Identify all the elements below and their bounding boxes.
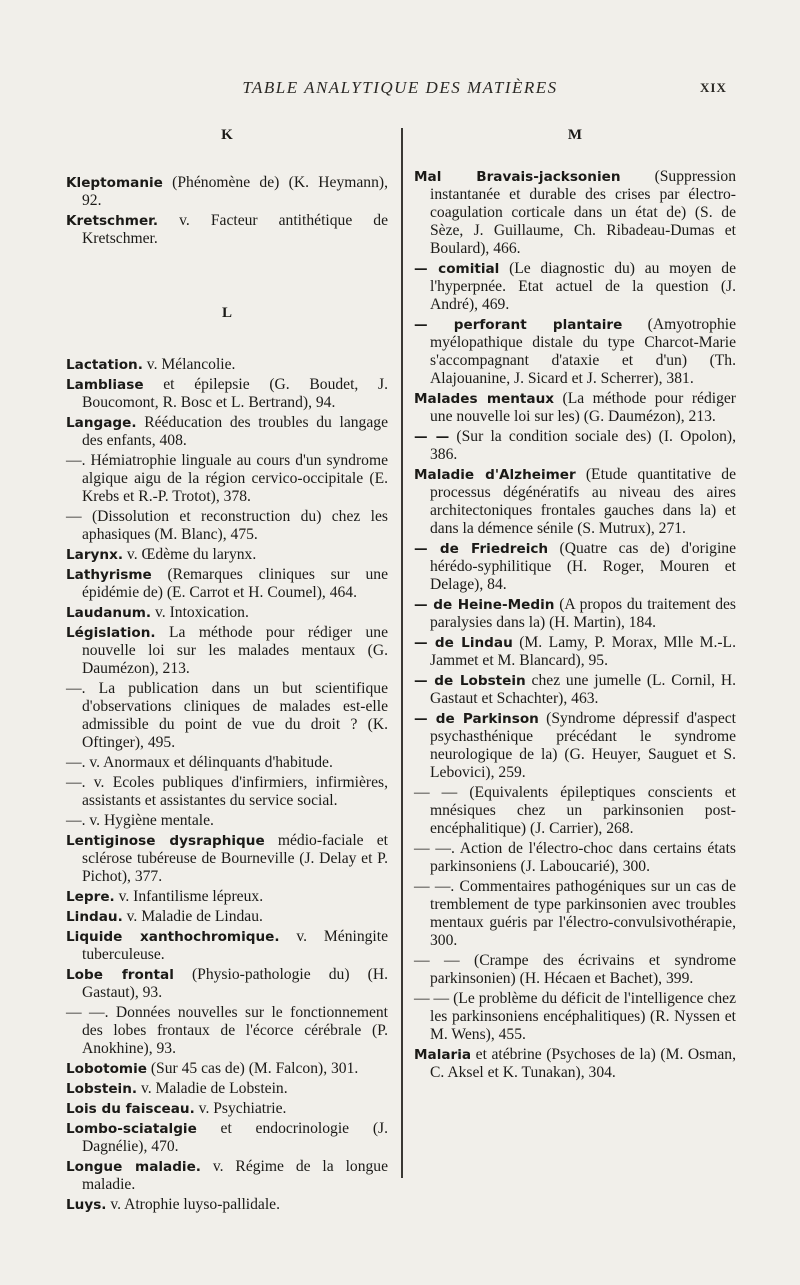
index-entry: [414, 634, 736, 670]
index-entry: [66, 1100, 388, 1118]
right-column: [414, 120, 736, 1084]
index-entry: [66, 604, 388, 622]
entry-text: (M. Lamy, P. Morax, Mlle M.-L. Jammet et M. Blancard), 95.: [430, 634, 736, 669]
column-divider: [401, 128, 403, 1178]
entry-text: — — (Le problème du déficit de l'intelligence chez les parkinsoniens encéphalitiques) (R. Nyssen et M. Wens), 455.: [414, 990, 736, 1043]
entry-heading: Liquide xanthochromique.: [66, 929, 280, 945]
index-entry: [66, 414, 388, 450]
left-column: [66, 120, 388, 1216]
entry-heading: — —: [414, 429, 450, 445]
entry-text: La méthode pour rédiger une nouvelle loi sur les malades mentaux (G. Daumézon), 213.: [82, 624, 388, 677]
index-entry: [66, 1060, 388, 1078]
entry-text: v. Œdème du larynx.: [123, 546, 257, 563]
entry-text: v. Maladie de Lindau.: [122, 908, 263, 925]
entry-text: (Sur 45 cas de) (M. Falcon), 301.: [146, 1060, 359, 1077]
index-entry: [66, 566, 388, 602]
entry-text: (Etude quantitative de processus dégénératifs au niveau des aires architectoniques frontales gauches dans la) et dans la démence sénile (S. Mutrux), 271.: [430, 466, 736, 537]
entry-heading: Luys.: [66, 1197, 107, 1213]
index-entry: [414, 840, 736, 876]
entry-text: v. Atrophie luyso-pallidale.: [106, 1196, 280, 1213]
index-entry: [414, 1046, 736, 1082]
entry-text: et épilepsie (G. Boudet, J. Boucomont, R. Bosc et L. Bertrand), 94.: [82, 376, 388, 411]
entry-text: v. Psychiatrie.: [194, 1100, 287, 1117]
index-entry: [66, 376, 388, 412]
index-entry: [66, 1080, 388, 1098]
index-entry: [414, 710, 736, 782]
entry-heading: — de Lindau: [414, 635, 513, 651]
entry-heading: Lobotomie: [66, 1061, 147, 1077]
entry-heading: Lambliase: [66, 377, 144, 393]
entry-text: médio-faciale et sclérose tubéreuse de Bourneville (J. Delay et P. Pichot), 377.: [82, 832, 388, 885]
index-entry: [66, 1120, 388, 1156]
entry-text: v. Intoxication.: [151, 604, 249, 621]
entry-text: (Quatre cas de) d'origine hérédo-syphilitique (H. Roger, Mouren et Delage), 84.: [430, 540, 737, 593]
index-entry: [414, 260, 736, 314]
entry-heading: Lombo-sciatalgie: [66, 1121, 197, 1137]
entry-text: — —. Commentaires pathogéniques sur un cas de tremblement de type parkinsonien avec troubles mentaux guéris par l'électro-convulsivothérapie, 300.: [414, 878, 736, 949]
entry-heading: Lactation.: [66, 357, 143, 373]
entry-text: v. Mélancolie.: [142, 356, 236, 373]
entry-text: (Syndrome dépressif d'aspect psychasthénique précédant le syndrome neurologique de la) (G. Heuyer, Sauguet et S. Lebovici), 259.: [430, 710, 736, 781]
index-entry: [66, 928, 388, 964]
entry-text: v. Infantilisme lépreux.: [114, 888, 264, 905]
entry-heading: Lois du faisceau.: [66, 1101, 195, 1117]
entry-text: v. Méningite tuberculeuse.: [82, 928, 388, 963]
entry-heading: Malades mentaux: [414, 391, 555, 407]
entry-text: v. Maladie de Lobstein.: [137, 1080, 288, 1097]
running-title: TABLE ANALYTIQUE DES MATIÈRES: [242, 78, 558, 97]
index-entry: [66, 624, 388, 678]
index-entry: [414, 168, 736, 258]
index-entry: [66, 546, 388, 564]
page-number: XIX: [700, 80, 727, 95]
entry-text: chez une jumelle (L. Cornil, H. Gastaut et Schachter), 463.: [430, 672, 737, 707]
entry-text: (Amyotrophie myélopathique distale du type Charcot-Marie s'accompagnant d'ataxie et d'un) (Th. Alajouanine, J. Sicard et J. Scherrer), 381.: [430, 316, 737, 387]
section-letter-k: K: [221, 127, 233, 143]
section-l-entries: [66, 356, 388, 1214]
entry-text: (Sur la condition sociale des) (I. Opolon), 386.: [430, 428, 737, 463]
entry-text: — (Dissolution et reconstruction du) chez les aphasiques (M. Blanc), 475.: [66, 508, 388, 543]
entry-heading: — de Parkinson: [414, 711, 539, 727]
entry-heading: Malaria: [414, 1047, 472, 1063]
entry-text: (Phénomène de) (K. Heymann), 92.: [82, 174, 388, 209]
entry-heading: Kretschmer.: [66, 213, 159, 229]
entry-heading: Langage.: [66, 415, 137, 431]
entry-heading: Larynx.: [66, 547, 124, 563]
index-entry: [66, 908, 388, 926]
index-entry: [414, 540, 736, 594]
section-m-entries: [414, 168, 736, 1082]
entry-text: — —. Action de l'électro-choc dans certains états parkinsoniens (J. Laboucarié), 300.: [414, 840, 736, 875]
entry-text: Rééducation des troubles du langage des enfants, 408.: [82, 414, 388, 449]
entry-text: v. Régime de la longue maladie.: [82, 1158, 389, 1193]
entry-text: — — (Crampe des écrivains et syndrome parkinsonien) (H. Hécaen et Bachet), 399.: [414, 952, 736, 987]
entry-heading: Lentiginose dysraphique: [66, 833, 265, 849]
index-entry: [66, 1004, 388, 1058]
index-entry: [414, 390, 736, 426]
index-entry: [66, 888, 388, 906]
index-entry: [414, 990, 736, 1044]
section-letter-m: M: [567, 127, 583, 143]
entry-text: et atébrine (Psychoses de la) (M. Osman, C. Aksel et K. Tunakan), 304.: [430, 1046, 736, 1081]
entry-text: —. Hémiatrophie linguale au cours d'un syndrome algique aigu de la région cervico-occipitale (E. Krebs et R.-P. Trotot), 378.: [66, 452, 388, 505]
index-entry: [66, 812, 388, 830]
entry-text: —. v. Hygiène mentale.: [66, 812, 214, 829]
section-k-entries: [66, 174, 388, 248]
entry-heading: Kleptomanie: [66, 175, 163, 191]
entry-text: (Suppression instantanée et durable des crises par électro-coagulation corticale dans un état de) (S. de Sèze, J. Guillaume, Ch. Ribadeau-Dumas et Boulard), 466.: [430, 168, 736, 257]
index-entry: [66, 212, 388, 248]
index-entry: [414, 428, 736, 464]
index-entry: [414, 672, 736, 708]
index-entry: [66, 966, 388, 1002]
entry-heading: Lathyrisme: [66, 567, 152, 583]
index-entry: [66, 452, 388, 506]
index-entry: [414, 952, 736, 988]
index-entry: [66, 754, 388, 772]
entry-heading: Lobstein.: [66, 1081, 138, 1097]
index-entry: [414, 878, 736, 950]
index-entry: [66, 508, 388, 544]
entry-heading: Longue maladie.: [66, 1159, 201, 1175]
entry-text: et endocrinologie (J. Dagnélie), 470.: [82, 1120, 388, 1155]
entry-text: (Physio-pathologie du) (H. Gastaut), 93.: [82, 966, 388, 1001]
entry-text: —. v. Ecoles publiques d'infirmiers, infirmières, assistants et assistantes du service social.: [66, 774, 388, 809]
entry-heading: — de Lobstein: [414, 673, 526, 689]
entry-heading: — comitial: [414, 261, 500, 277]
entry-heading: Laudanum.: [66, 605, 152, 621]
index-entry: [66, 774, 388, 810]
entry-text: —. v. Anormaux et délinquants d'habitude.: [66, 754, 333, 771]
entry-text: —. La publication dans un but scientifique d'observations cliniques de malades est-elle admissible du point de vue du droit ? (K. Oftinger), 495.: [66, 680, 388, 751]
index-entry: [66, 832, 388, 886]
index-entry: [414, 466, 736, 538]
entry-text: — —. Données nouvelles sur le fonctionnement des lobes frontaux de l'écorce cérébrale (P. Anokhine), 93.: [66, 1004, 388, 1057]
entry-heading: Mal Bravais-jacksonien: [414, 169, 621, 185]
index-entry: [414, 596, 736, 632]
index-entry: [66, 356, 388, 374]
entry-heading: Lobe frontal: [66, 967, 174, 983]
index-entry: [414, 784, 736, 838]
entry-text: (La méthode pour rédiger une nouvelle loi sur les) (G. Daumézon), 213.: [430, 390, 736, 425]
index-entry: [66, 1158, 388, 1194]
entry-text: (Remarques cliniques sur une épidémie de) (E. Carrot et H. Coumel), 464.: [82, 566, 388, 601]
entry-heading: — de Heine-Medin: [414, 597, 555, 613]
entry-heading: — de Friedreich: [414, 541, 549, 557]
entry-heading: Lepre.: [66, 889, 115, 905]
entry-text: — — (Equivalents épileptiques conscients et mnésiques chez un parkinsonien post-encéphalitique) (J. Carrier), 268.: [414, 784, 736, 837]
entry-heading: — perforant plantaire: [414, 317, 623, 333]
index-entry: [66, 680, 388, 752]
entry-heading: Lindau.: [66, 909, 123, 925]
index-entry: [414, 316, 736, 388]
entry-heading: Législation.: [66, 625, 156, 641]
index-entry: [66, 1196, 388, 1214]
entry-heading: Maladie d'Alzheimer: [414, 467, 576, 483]
entry-text: (A propos du traitement des paralysies dans la) (H. Martin), 184.: [430, 596, 736, 631]
entry-text: v. Facteur antithétique de Kretschmer.: [82, 212, 388, 247]
entry-text: (Le diagnostic du) au moyen de l'hyperpnée. Etat actuel de la question (J. André), 469.: [430, 260, 736, 313]
index-entry: [66, 174, 388, 210]
section-letter-l: L: [221, 305, 232, 321]
